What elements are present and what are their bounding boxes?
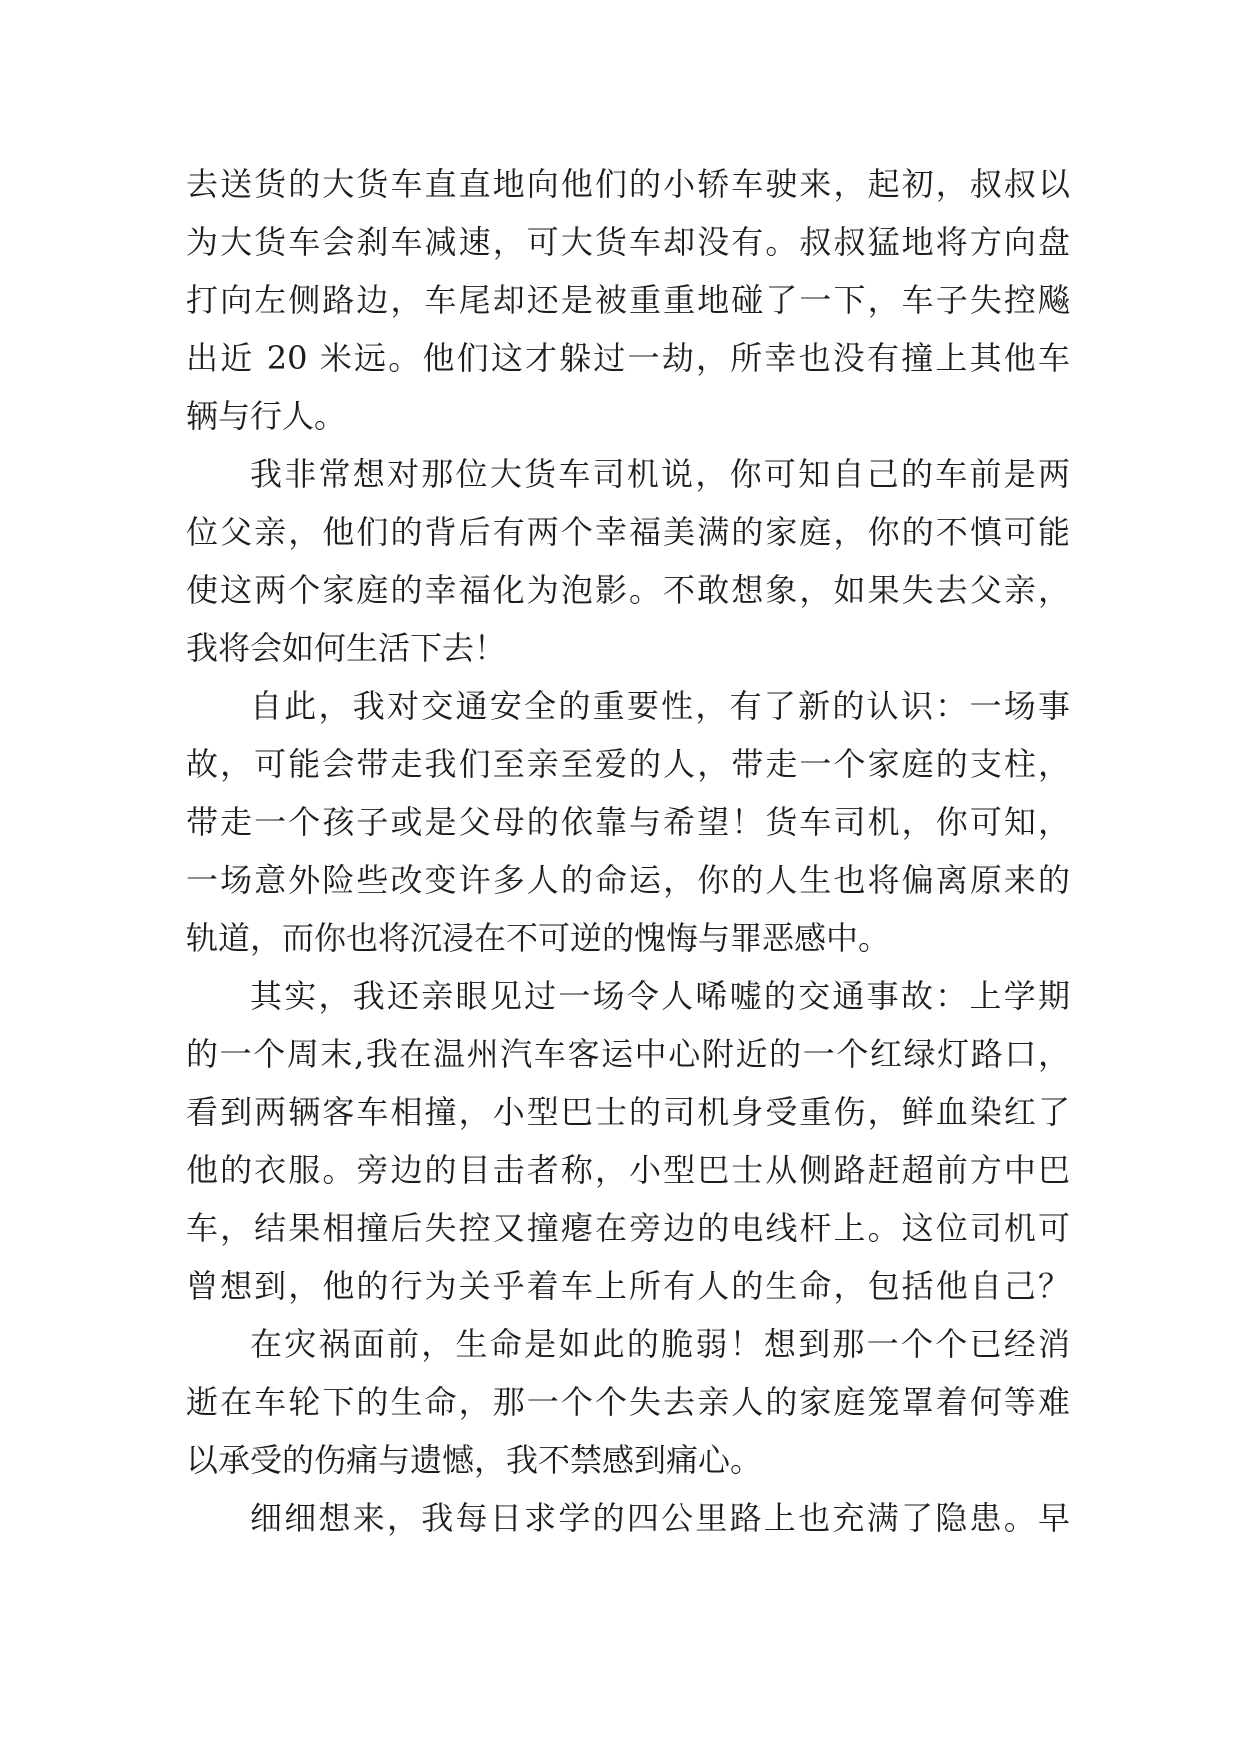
text-line: 他的衣服。旁边的目击者称，小型巴士从侧路赶超前方中巴 [186,1151,1070,1189]
essay-text-block [186,155,1070,1547]
text-line: 为大货车会刹车减速，可大货车却没有。叔叔猛地将方向盘 [186,223,1070,261]
text-line: 逝在车轮下的生命，那一个个失去亲人的家庭笼罩着何等难 [186,1383,1070,1421]
text-line: 位父亲，他们的背后有两个幸福美满的家庭，你的不慎可能 [186,513,1070,551]
paragraph [186,1315,1070,1489]
text-line: 轨道，而你也将沉浸在不可逆的愧悔与罪恶感中。 [186,919,891,957]
text-line: 我将会如何生活下去！ [186,629,507,667]
text-line: 自此，我对交通安全的重要性，有了新的认识：一场事 [250,687,1070,725]
text-line: 看到两辆客车相撞，小型巴士的司机身受重伤，鲜血染红了 [186,1093,1070,1131]
text-line: 以承受的伤痛与遗憾，我不禁感到痛心。 [186,1441,763,1479]
text-line: 其实，我还亲眼见过一场令人唏嘘的交通事故：上学期 [250,977,1070,1015]
text-line: 故，可能会带走我们至亲至爱的人，带走一个家庭的支柱， [186,745,1070,783]
text-line: 细细想来，我每日求学的四公里路上也充满了隐患。早 [250,1499,1070,1537]
paragraph [186,967,1070,1315]
paragraph [186,1489,1070,1547]
text-line: 在灾祸面前，生命是如此的脆弱！想到那一个个已经消 [250,1325,1070,1363]
text-line: 的一个周末,我在温州汽车客运中心附近的一个红绿灯路口， [186,1035,1070,1073]
paragraph [186,677,1070,967]
text-line: 一场意外险些改变许多人的命运，你的人生也将偏离原来的 [186,861,1070,899]
text-line: 出近 20 米远。他们这才躲过一劫，所幸也没有撞上其他车 [186,339,1070,377]
text-line: 带走一个孩子或是父母的依靠与希望！货车司机，你可知， [186,803,1070,841]
text-line: 打向左侧路边，车尾却还是被重重地碰了一下，车子失控飚 [186,281,1070,319]
paragraph [186,445,1070,677]
text-line: 去送货的大货车直直地向他们的小轿车驶来，起初，叔叔以 [186,165,1070,203]
paragraph [186,155,1070,445]
text-line: 曾想到，他的行为关乎着车上所有人的生命，包括他自己？ [186,1267,1070,1305]
text-line: 辆与行人。 [186,397,347,435]
text-line: 我非常想对那位大货车司机说，你可知自己的车前是两 [250,455,1070,493]
text-line: 使这两个家庭的幸福化为泡影。不敢想象，如果失去父亲， [186,571,1070,609]
text-line: 车，结果相撞后失控又撞瘪在旁边的电线杆上。这位司机可 [186,1209,1070,1247]
